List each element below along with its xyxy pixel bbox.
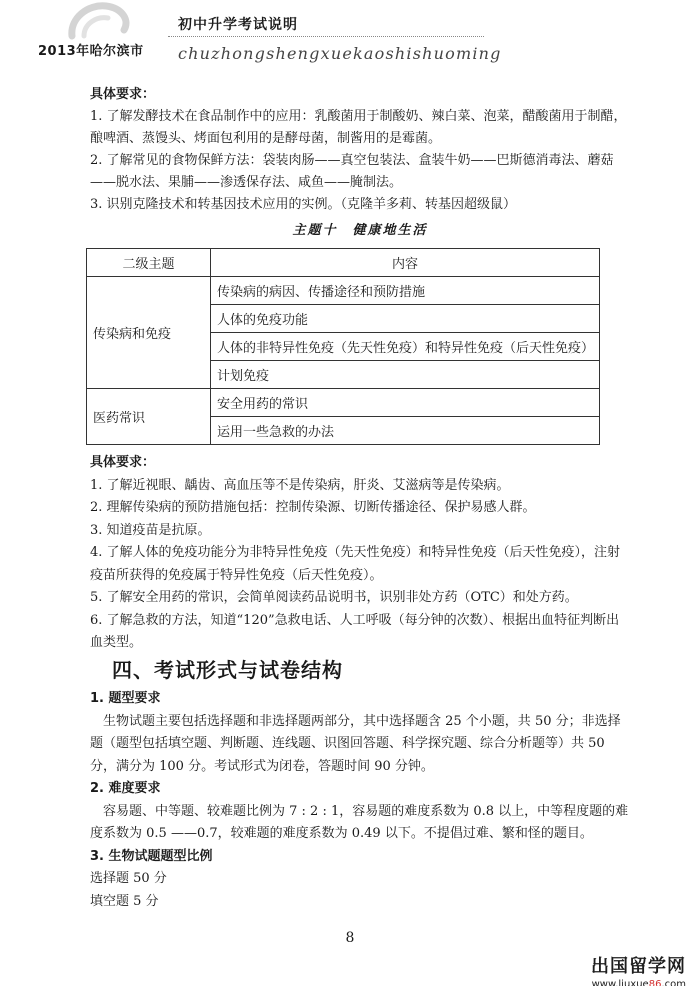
table-cell: 人体的免疫功能 — [211, 305, 600, 333]
swirl-logo-icon — [66, 2, 136, 42]
block2-item-2: 2. 理解传染病的预防措施包括：控制传染源、切断传播途径、保护易感人群。 — [90, 500, 536, 515]
watermark-site-name: 出国留学网 — [591, 956, 686, 977]
table-header-row — [87, 249, 600, 277]
difficulty-text: 容易题、中等题、较难题比例为 7 : 2 : 1，容易题的难度系数为 0.8 以上，中等程度题的难度系数为 0.5 ——0.7，较难题的难度系数为 0.49 以下。不提倡过难、繁和怪的题目。 — [90, 803, 629, 841]
block2-item-3: 3. 知道疫苗是抗原。 — [90, 522, 211, 538]
table-cell: 安全用药的常识 — [211, 389, 600, 417]
exam-format-block — [90, 688, 630, 913]
block1-item-2: 2. 了解常见的食物保鲜方法：袋装肉肠——真空包装法、盒装牛奶——巴斯德消毒法、蘑菇——脱水法、果脯——渗透保存法、咸鱼——腌制法。 — [90, 153, 614, 190]
block1-item-1: 1. 了解发酵技术在食品制作中的应用：乳酸菌用于制酸奶、辣白菜、泡菜，醋酸菌用于制醋，酿啤酒、蒸馒头、烤面包利用的是酵母菌，制酱用的是霉菌。 — [90, 109, 627, 146]
table-cell: 人体的非特异性免疫（先天性免疫）和特异性免疫（后天性免疫） — [211, 333, 600, 361]
watermark-url-suffix: .com — [661, 979, 686, 986]
table-category-cell: 传染病和免疫 — [87, 277, 211, 389]
table-cell: 运用一些急救的办法 — [211, 417, 600, 445]
table-row — [87, 277, 600, 305]
header-title: 初中升学考试说明 — [178, 17, 298, 33]
block1-item-3: 3. 识别克隆技术和转基因技术应用的实例。（克隆羊多莉、转基因超级鼠） — [90, 197, 517, 212]
table-cell: 计划免疫 — [211, 361, 600, 389]
block2-item-1: 1. 了解近视眼、龋齿、高血压等不是传染病，肝炎、艾滋病等是传染病。 — [90, 477, 510, 493]
col-header-content: 内容 — [211, 249, 600, 277]
col-header-category: 二级主题 — [87, 249, 211, 277]
ratio-line: 选择题 50 分 — [90, 871, 167, 886]
requirements-block-1 — [90, 84, 630, 246]
topic-table — [86, 248, 600, 445]
table-row — [87, 389, 600, 417]
block2-item-5: 5. 了解安全用药的常识，会简单阅读药品说明书，识别非处方药（OTC）和处方药。 — [90, 590, 578, 605]
site-watermark — [591, 952, 686, 986]
table-cell: 传染病的病因、传播途径和预防措施 — [211, 277, 600, 305]
table-category-cell: 医药常识 — [87, 389, 211, 445]
page-number: 8 — [345, 930, 355, 946]
section-heading: 四、考试形式与试卷结构 — [112, 658, 343, 682]
header-dotted-rule — [168, 36, 484, 37]
question-types-text: 生物试题主要包括选择题和非选择题两部分，其中选择题含 25 个小题，共 50 分；非选择题（题型包括填空题、判断题、连线题、识图回答题、科学探究题、综合分析题等）共 50 分，满分为 100 分。考试形式为闭卷，答题时间 90 分钟。 — [90, 713, 621, 774]
header-year-city: 2013年哈尔滨市 — [38, 44, 144, 59]
topic-title: 主题十 健康地生活 — [292, 223, 428, 238]
sub-heading-difficulty: 2. 难度要求 — [90, 781, 161, 796]
watermark-url-prefix: www.liuxue — [591, 979, 649, 986]
requirements-block-2 — [90, 452, 630, 655]
block2-item-6: 6. 了解急救的方法，知道“120”急救电话、人工呼吸（每分钟的次数）、根据出血特征判断出血类型。 — [90, 612, 620, 650]
sub-heading-question-types: 1. 题型要求 — [90, 691, 161, 706]
sub-heading-ratio: 3. 生物试题题型比例 — [90, 848, 213, 864]
header-pinyin: chuzhongshengxuekaoshishuoming — [178, 44, 502, 63]
ratio-line: 填空题 5 分 — [90, 893, 159, 909]
block2-heading: 具体要求： — [90, 455, 156, 470]
block1-heading: 具体要求： — [90, 87, 156, 102]
watermark-url-highlight: 86 — [648, 979, 662, 986]
block2-item-4: 4. 了解人体的免疫功能分为非特异性免疫（先天性免疫）和特异性免疫（后天性免疫），注射疫苗所获得的免疫属于特异性免疫（后天性免疫）。 — [90, 545, 621, 583]
page-header — [0, 0, 700, 80]
watermark-url — [591, 979, 686, 986]
